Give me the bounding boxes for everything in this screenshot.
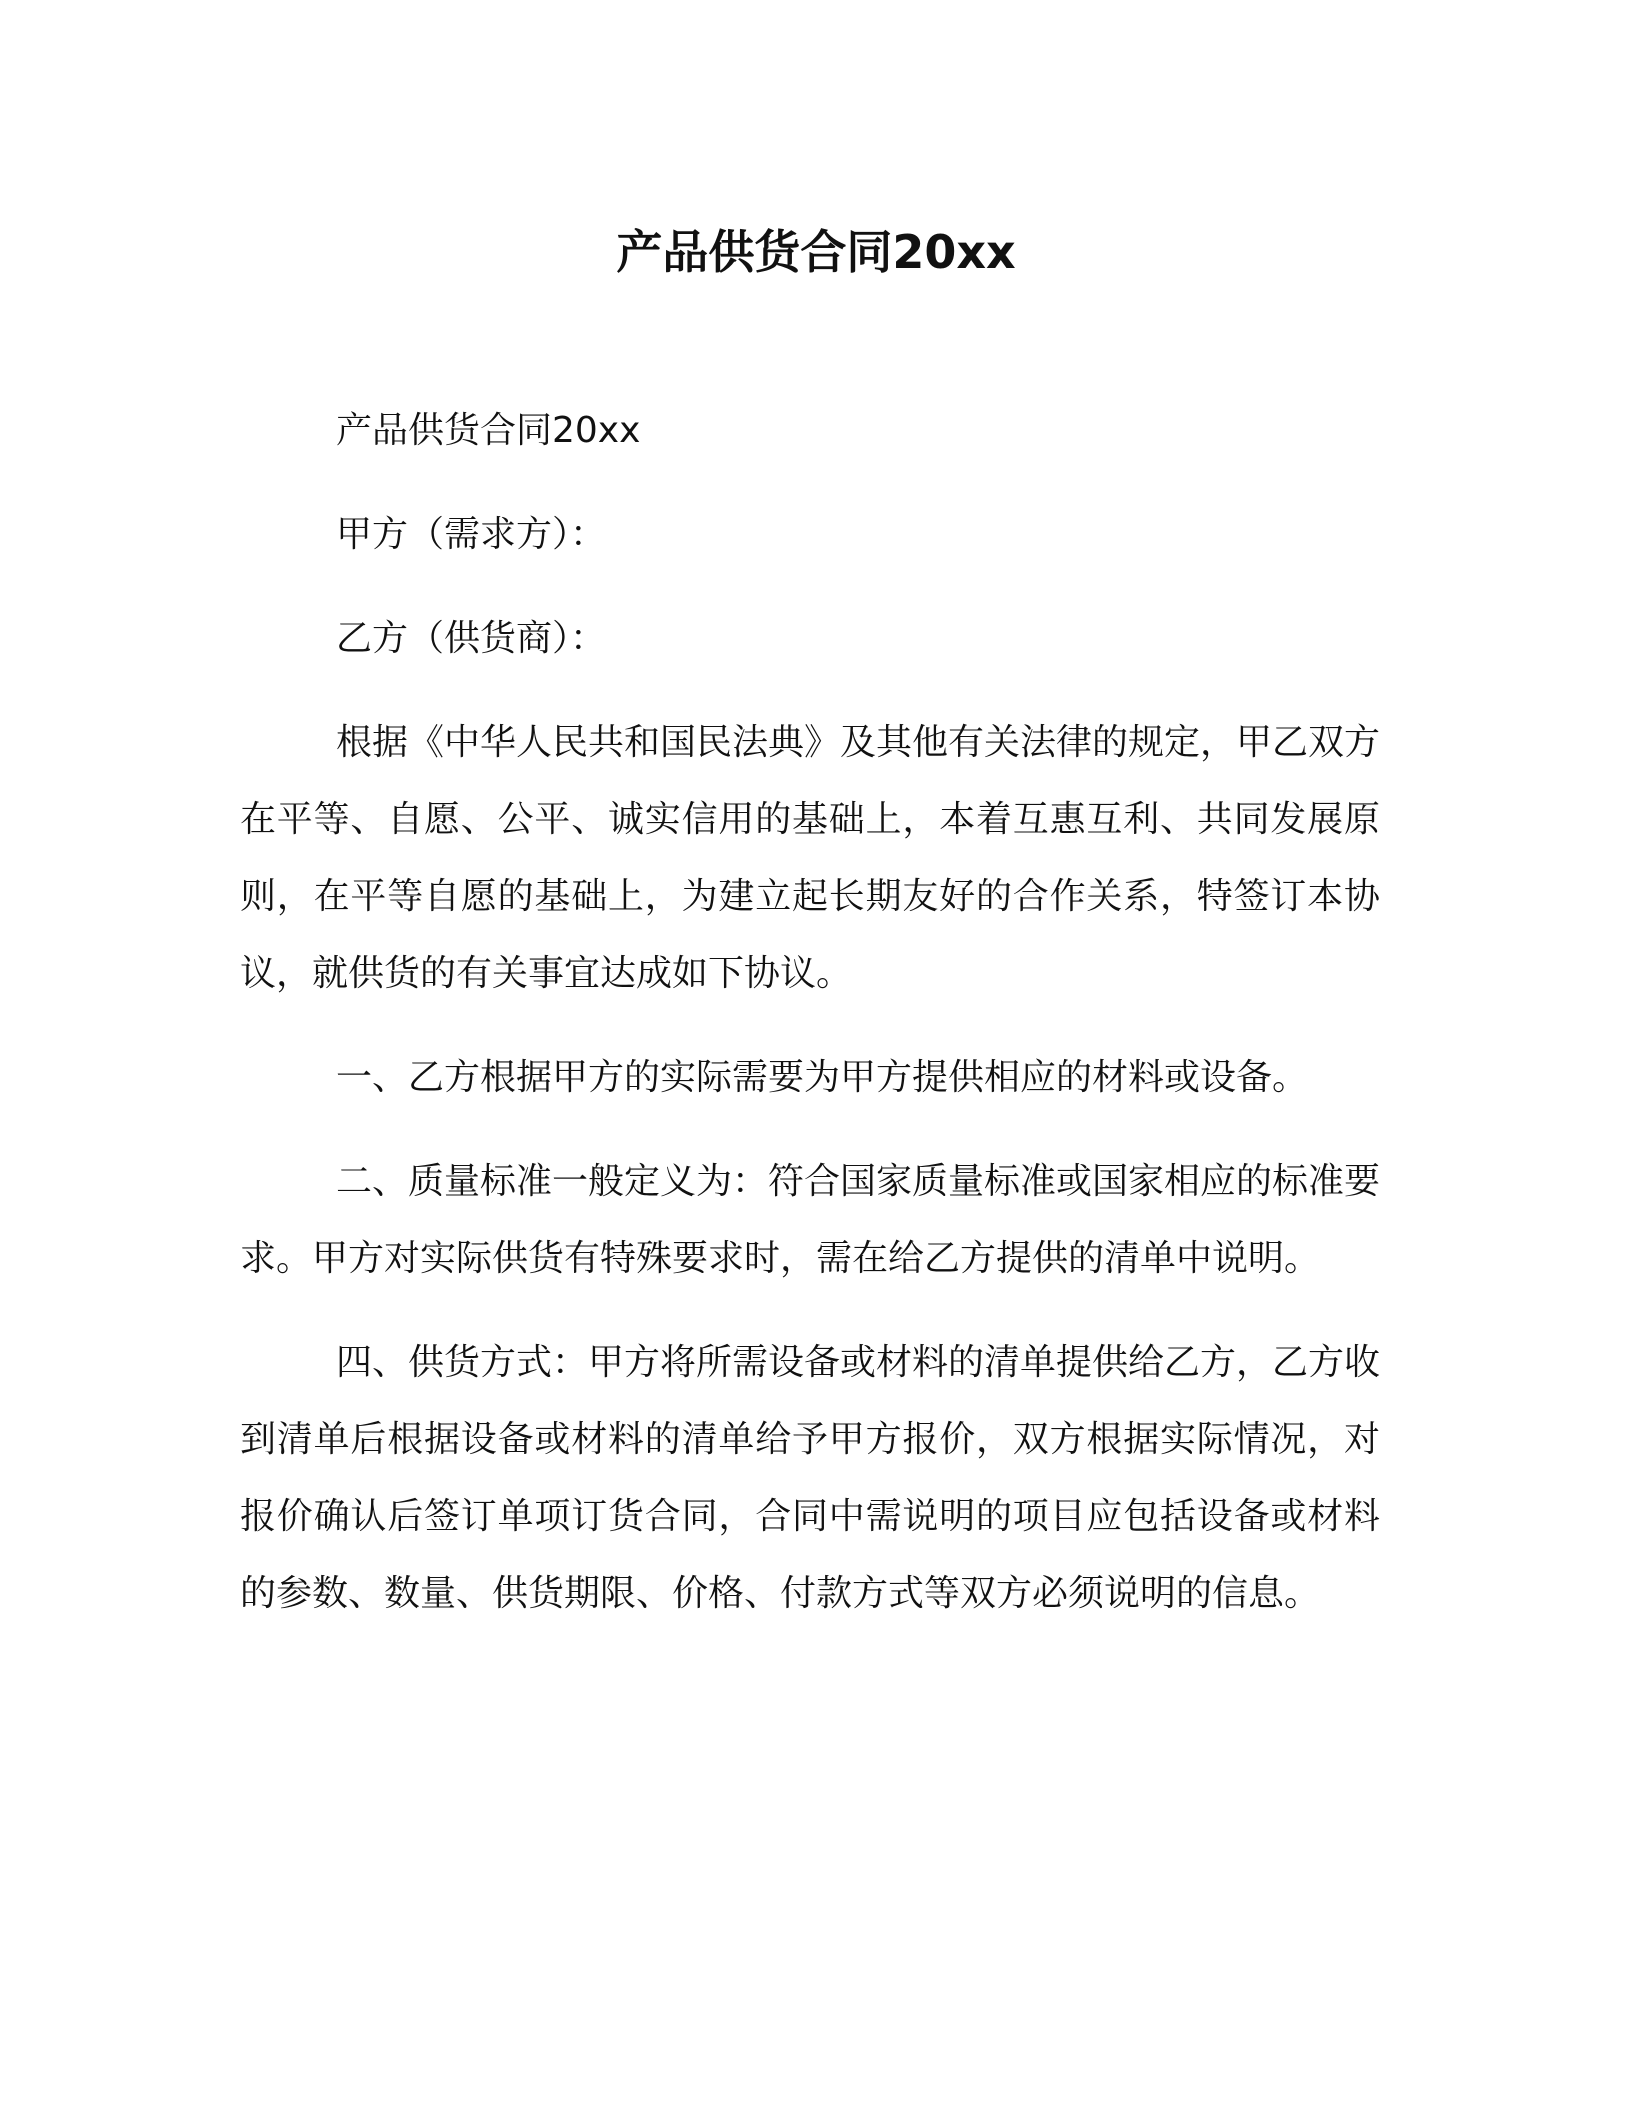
- party-b-line: 乙方（供货商）：: [336, 618, 607, 659]
- party-a-line: 甲方（需求方）：: [336, 514, 607, 555]
- document-body: [240, 392, 1380, 1659]
- document-title: 产品供货合同20xx: [616, 225, 1016, 279]
- clause-1-paragraph: 一、乙方根据甲方的实际需要为甲方提供相应的材料或设备。: [336, 1057, 1309, 1098]
- contract-name-line: 产品供货合同20xx: [336, 410, 641, 451]
- clause-2-paragraph: 二、质量标准一般定义为：符合国家质量标准或国家相应的标准要求。甲方对实际供货有特殊要求时，需在给乙方提供的清单中说明。: [240, 1161, 1381, 1279]
- clause-4-paragraph: 四、供货方式：甲方将所需设备或材料的清单提供给乙方，乙方收到清单后根据设备或材料的清单给予甲方报价，双方根据实际情况，对报价确认后签订单项订货合同，合同中需说明的项目应包括设备或材料的参数、数量、供货期限、价格、付款方式等双方必须说明的信息。: [240, 1342, 1381, 1614]
- preamble-paragraph: 根据《中华人民共和国民法典》及其他有关法律的规定，甲乙双方在平等、自愿、公平、诚实信用的基础上，本着互惠互利、共同发展原则，在平等自愿的基础上，为建立起长期友好的合作关系，特签订本协议，就供货的有关事宜达成如下协议。: [240, 722, 1381, 994]
